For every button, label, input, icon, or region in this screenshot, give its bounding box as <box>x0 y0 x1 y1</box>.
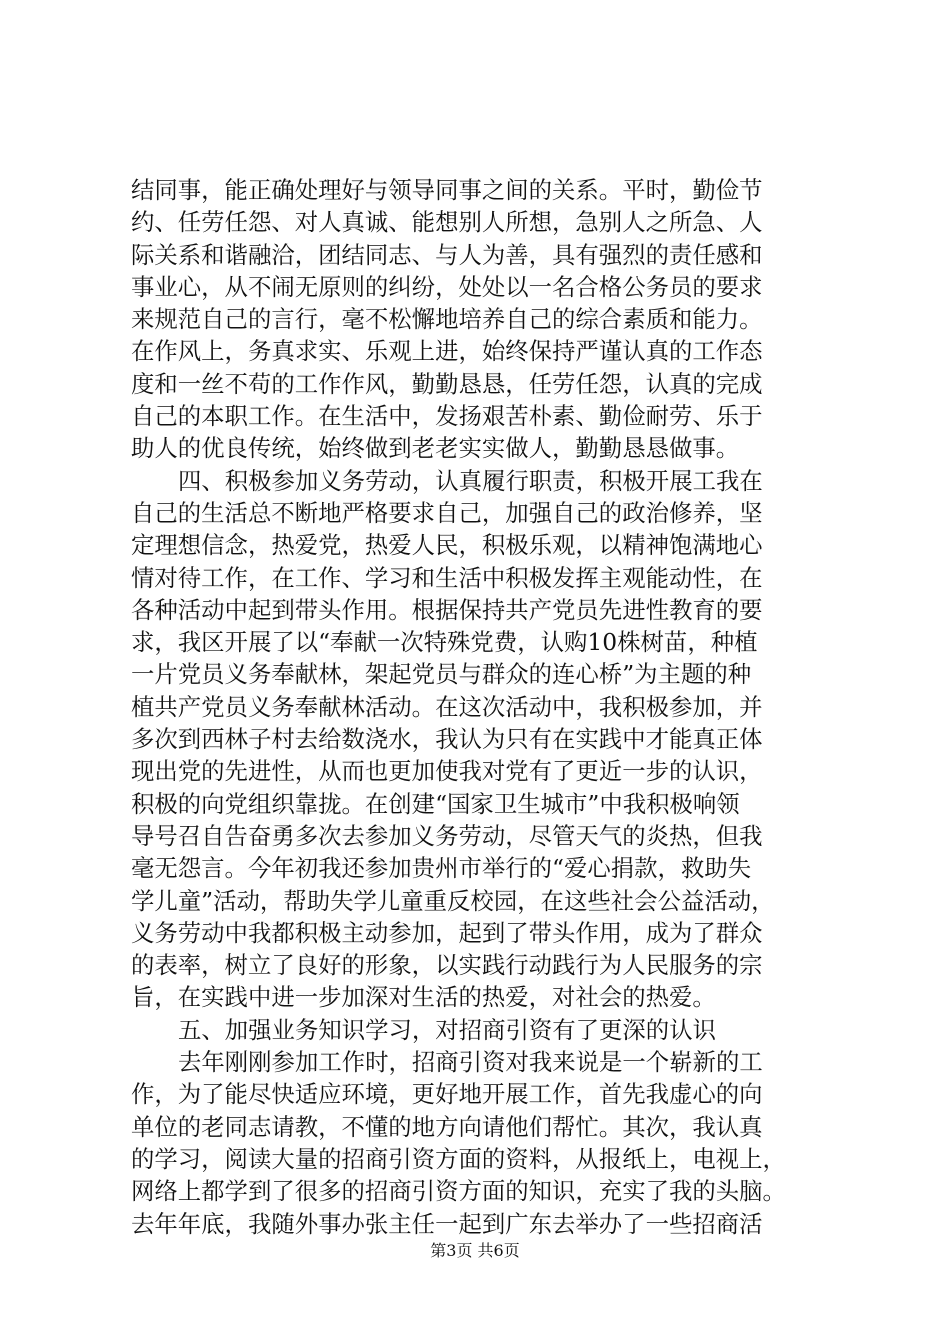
text-line: 事业心，从不闹无原则的纠纷，处处以一名合格公务员的要求 <box>131 272 763 301</box>
text-line: 义务劳动中我都积极主动参加，起到了带头作用，成为了群众 <box>131 918 763 947</box>
section-heading-line: 四、积极参加义务劳动，认真履行职责，积极开展工我在 <box>178 466 763 495</box>
text-line: 毫无怨言。今年初我还参加贵州市举行的“爱心捐款，救助失 <box>131 854 752 883</box>
text-line: 一片党员义务奉献林，架起党员与群众的连心桥”为主题的种 <box>131 660 752 689</box>
text-line: 在作风上，务真求实、乐观上进，始终保持严谨认真的工作态 <box>131 337 763 366</box>
text-line: 约、任劳任怨、对人真诚、能想别人所想，急别人之所急、人 <box>131 208 763 237</box>
text-line: 导号召自告奋勇多次去参加义务劳动，尽管天气的炎热，但我 <box>131 821 763 850</box>
text-line: 度和一丝不苟的工作作风，勤勤恳恳，任劳任怨，认真的完成 <box>131 369 763 398</box>
page-number-footer: 第3页 共6页 <box>430 1241 520 1260</box>
text-line: 的表率，树立了良好的形象，以实践行动践行为人民服务的宗 <box>131 951 763 980</box>
text-line: 情对待工作，在工作、学习和生活中积极发挥主观能动性，在 <box>131 563 763 592</box>
text-line: 自己的生活总不断地严格要求自己，加强自己的政治修养，坚 <box>131 498 763 527</box>
text-line: 际关系和谐融洽，团结同志、与人为善，具有强烈的责任感和 <box>131 240 763 269</box>
text-line: 结同事，能正确处理好与领导同事之间的关系。平时，勤俭节 <box>131 176 763 204</box>
text-line: 多次到西林子村去给数浇水，我认为只有在实践中才能真正体 <box>131 725 763 754</box>
text-line: 单位的老同志请教，不懂的地方向请他们帮忙。其次，我认真 <box>131 1112 763 1141</box>
text-line: 定理想信念，热爱党，热爱人民，积极乐观，以精神饱满地心 <box>131 531 763 560</box>
text-line: 积极的向党组织靠拢。在创建“国家卫生城市”中我积极响领 <box>131 789 740 818</box>
text-line: 助人的优良传统，始终做到老老实实做人，勤勤恳恳做事。 <box>131 434 740 463</box>
text-line: 旨，在实践中进一步加深对生活的热爱，对社会的热爱。 <box>131 983 716 1012</box>
text-line: 的学习，阅读大量的招商引资方面的资料，从报纸上，电视上， <box>131 1144 786 1173</box>
text-line: 现出党的先进性，从而也更加使我对党有了更近一步的认识， <box>131 757 763 786</box>
text-line: 来规范自己的言行，毫不松懈地培养自己的综合素质和能力。 <box>131 305 763 334</box>
text-line: 学儿童”活动，帮助失学儿童重反校园，在这些社会公益活动， <box>131 886 775 915</box>
body-text <box>131 174 831 1240</box>
text-line: 去年刚刚参加工作时，招商引资对我来说是一个崭新的工 <box>178 1048 763 1077</box>
text-line: 植共产党员义务奉献林活动。在这次活动中，我积极参加，并 <box>131 692 763 721</box>
text-line: 去年年底，我随外事办张主任一起到广东去举办了一些招商活 <box>131 1209 763 1238</box>
text-line: 作，为了能尽快适应环境，更好地开展工作，首先我虚心的向 <box>131 1080 763 1109</box>
text-line: 自己的本职工作。在生活中，发扬艰苦朴素、勤俭耐劳、乐于 <box>131 402 763 431</box>
text-line: 各种活动中起到带头作用。根据保持共产党员先进性教育的要 <box>131 595 763 624</box>
section-heading-line: 五、加强业务知识学习，对招商引资有了更深的认识 <box>178 1015 716 1044</box>
text-line: 网络上都学到了很多的招商引资方面的知识，充实了我的头脑。 <box>131 1177 786 1206</box>
text-line: 求，我区开展了以“奉献一次特殊党费，认购10株树苗，种植 <box>131 628 758 657</box>
